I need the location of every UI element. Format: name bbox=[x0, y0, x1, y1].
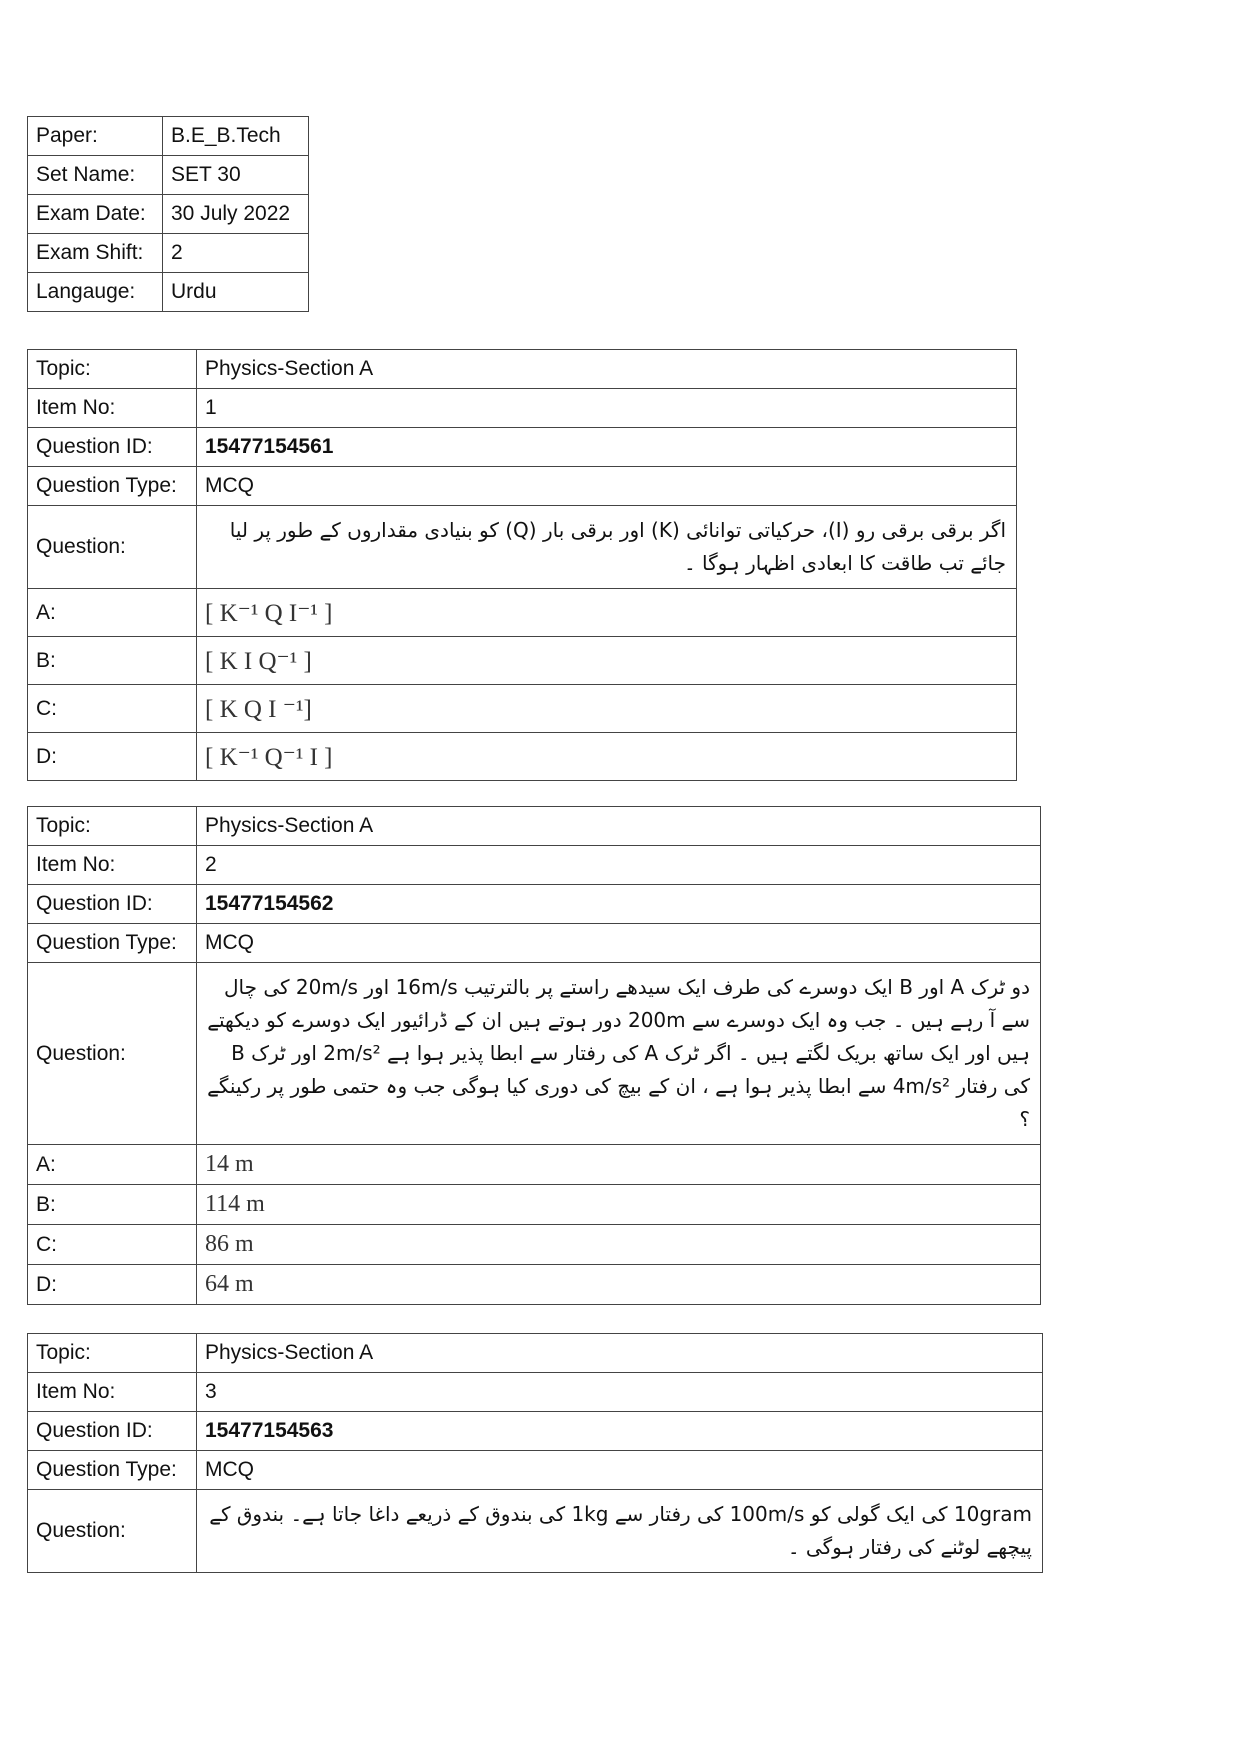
question-type-label: Question Type: bbox=[28, 924, 197, 963]
shift-value: 2 bbox=[163, 234, 309, 273]
question-label: Question: bbox=[28, 1490, 197, 1573]
q2-option-d-row bbox=[28, 1265, 1041, 1305]
exam-meta-table bbox=[27, 116, 309, 312]
option-b-label: B: bbox=[28, 637, 197, 685]
q3-id-row bbox=[28, 1412, 1043, 1451]
option-b-label: B: bbox=[28, 1185, 197, 1225]
q1-question-row bbox=[28, 506, 1017, 589]
q3-type-row bbox=[28, 1451, 1043, 1490]
q2-option-c-row bbox=[28, 1225, 1041, 1265]
q1-question-type: MCQ bbox=[197, 467, 1017, 506]
q1-option-d-row bbox=[28, 733, 1017, 781]
q1-option-a: [ K⁻¹ Q I⁻¹ ] bbox=[197, 589, 1017, 637]
shift-label: Exam Shift: bbox=[28, 234, 163, 273]
q3-question-id: 15477154563 bbox=[197, 1412, 1043, 1451]
question-label: Question: bbox=[28, 963, 197, 1145]
question-type-label: Question Type: bbox=[28, 467, 197, 506]
meta-row-paper bbox=[28, 117, 309, 156]
q2-item: 2 bbox=[197, 846, 1041, 885]
q1-option-d: [ K⁻¹ Q⁻¹ I ] bbox=[197, 733, 1017, 781]
meta-row-language bbox=[28, 273, 309, 312]
q2-option-a: 14 m bbox=[197, 1145, 1041, 1185]
q3-item-row bbox=[28, 1373, 1043, 1412]
q2-option-d: 64 m bbox=[197, 1265, 1041, 1305]
set-label: Set Name: bbox=[28, 156, 163, 195]
paper-value: B.E_B.Tech bbox=[163, 117, 309, 156]
q2-question-row bbox=[28, 963, 1041, 1145]
q2-option-c: 86 m bbox=[197, 1225, 1041, 1265]
question-id-label: Question ID: bbox=[28, 428, 197, 467]
question-id-label: Question ID: bbox=[28, 1412, 197, 1451]
question-type-label: Question Type: bbox=[28, 1451, 197, 1490]
q1-question-id: 15477154561 bbox=[197, 428, 1017, 467]
q3-item: 3 bbox=[197, 1373, 1043, 1412]
q2-id-row bbox=[28, 885, 1041, 924]
question-2-table bbox=[27, 806, 1041, 1305]
q1-option-c: [ K Q I ⁻¹] bbox=[197, 685, 1017, 733]
q3-question-row bbox=[28, 1490, 1043, 1573]
meta-row-shift bbox=[28, 234, 309, 273]
item-label: Item No: bbox=[28, 389, 197, 428]
q3-question-type: MCQ bbox=[197, 1451, 1043, 1490]
set-value: SET 30 bbox=[163, 156, 309, 195]
option-a-label: A: bbox=[28, 589, 197, 637]
question-1-table bbox=[27, 349, 1017, 781]
q2-question-id: 15477154562 bbox=[197, 885, 1041, 924]
option-d-label: D: bbox=[28, 1265, 197, 1305]
q1-option-a-row bbox=[28, 589, 1017, 637]
q3-topic-row bbox=[28, 1334, 1043, 1373]
q1-item-row bbox=[28, 389, 1017, 428]
q2-topic: Physics-Section A bbox=[197, 807, 1041, 846]
question-label: Question: bbox=[28, 506, 197, 589]
option-a-label: A: bbox=[28, 1145, 197, 1185]
question-id-label: Question ID: bbox=[28, 885, 197, 924]
topic-label: Topic: bbox=[28, 350, 197, 389]
q2-option-a-row bbox=[28, 1145, 1041, 1185]
q1-option-c-row bbox=[28, 685, 1017, 733]
q2-topic-row bbox=[28, 807, 1041, 846]
question-3-table bbox=[27, 1333, 1043, 1573]
meta-row-set bbox=[28, 156, 309, 195]
q2-type-row bbox=[28, 924, 1041, 963]
item-label: Item No: bbox=[28, 1373, 197, 1412]
q3-question-text: 10gram کی ایک گولی کو 100m/s کی رفتار سے 1kg کی بندوق کے ذریعے داغا جاتا ہے۔ بندوق کے پیچھے لوٹنے کی رفتار ہوگی ۔ bbox=[197, 1490, 1043, 1573]
q1-type-row bbox=[28, 467, 1017, 506]
q2-option-b: 114 m bbox=[197, 1185, 1041, 1225]
q1-item: 1 bbox=[197, 389, 1017, 428]
paper-label: Paper: bbox=[28, 117, 163, 156]
q1-question-text: اگر برقی برقی رو (I)، حرکیاتی توانائی (K) اور برقی بار (Q) کو بنیادی مقداروں کے طور پر لیا جائے تب طاقت کا ابعادی اظہار ہوگا ۔ bbox=[197, 506, 1017, 589]
q1-topic: Physics-Section A bbox=[197, 350, 1017, 389]
q2-question-type: MCQ bbox=[197, 924, 1041, 963]
option-c-label: C: bbox=[28, 1225, 197, 1265]
option-c-label: C: bbox=[28, 685, 197, 733]
q1-id-row bbox=[28, 428, 1017, 467]
date-label: Exam Date: bbox=[28, 195, 163, 234]
topic-label: Topic: bbox=[28, 807, 197, 846]
q1-option-b-row bbox=[28, 637, 1017, 685]
option-d-label: D: bbox=[28, 733, 197, 781]
q2-option-b-row bbox=[28, 1185, 1041, 1225]
date-value: 30 July 2022 bbox=[163, 195, 309, 234]
language-label: Langauge: bbox=[28, 273, 163, 312]
q2-item-row bbox=[28, 846, 1041, 885]
item-label: Item No: bbox=[28, 846, 197, 885]
language-value: Urdu bbox=[163, 273, 309, 312]
meta-row-date bbox=[28, 195, 309, 234]
q1-option-b: [ K I Q⁻¹ ] bbox=[197, 637, 1017, 685]
q2-question-text: دو ٹرک A اور B ایک دوسرے کی طرف ایک سیدھے راستے پر بالترتیب 16m/s اور 20m/s کی چال سے آ رہے ہیں ۔ جب وہ ایک دوسرے سے 200m دور ہوتے ہیں ان کے ڈرائیور ایک دوسرے کو دیکھتے ہیں اور ایک ساتھ بریک لگتے ہیں ۔ اگر ٹرک A کی رفتار سے ابطا پذیر ہوا ہے 2m/s² اور ٹرک B کی رفتار 4m/s² سے ابطا پذیر ہوا ہے ، ان کے بیچ کی دوری کیا ہوگی جب وہ حتمی طور پر رکینگے ؟ bbox=[197, 963, 1041, 1145]
topic-label: Topic: bbox=[28, 1334, 197, 1373]
q3-topic: Physics-Section A bbox=[197, 1334, 1043, 1373]
q1-topic-row bbox=[28, 350, 1017, 389]
